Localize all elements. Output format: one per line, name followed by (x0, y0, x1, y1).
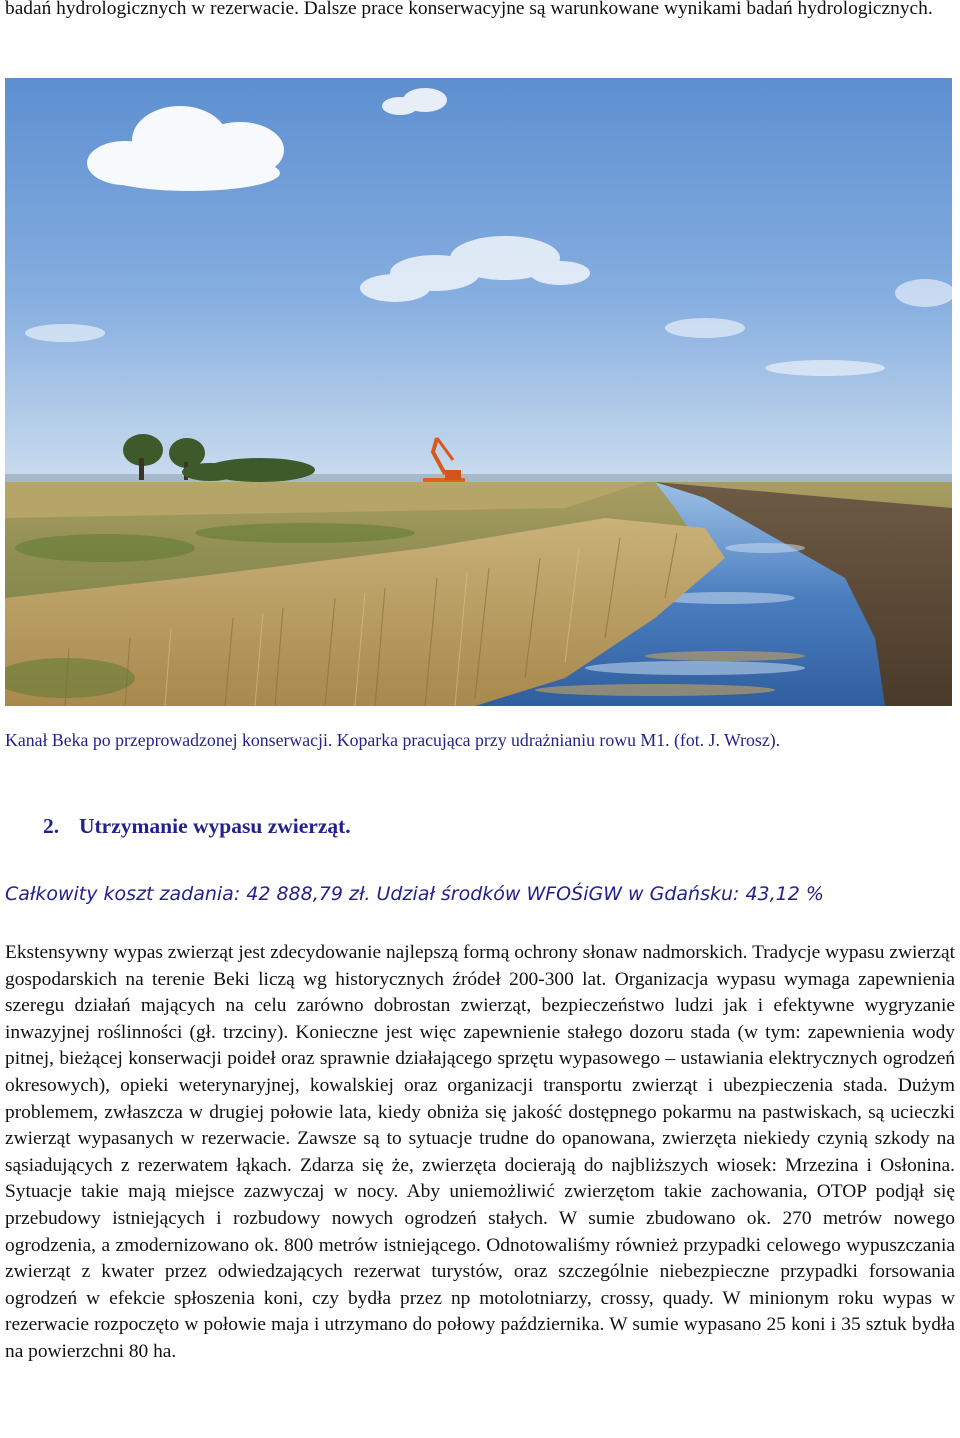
section-heading (43, 812, 351, 840)
landscape-photo (5, 78, 952, 706)
section-title: Utrzymanie wypasu zwierząt. (79, 814, 351, 838)
body-paragraph (5, 940, 955, 1366)
section-number: 2. (43, 814, 60, 838)
body-text: Ekstensywny wypas zwierząt jest zdecydowanie najlepszą formą ochrony słonaw nadmorskich. Tradycje wypasu zwierząt gospodarskich na terenie Beki liczą wg historycznych źródeł 200-300 lat. Organizacja wypasu wymaga zapewnienia szeregu działań mających na celu zarówno dobrostan zwierząt, bezpieczeństwo ludzi jak i efektywne wygryzanie inwazyjnej roślinności (gł. trzciny). Konieczne jest więc zapewnienie stałego dozoru stada (w tym: zapewnienia wody pitnej, bieżącej konserwacji poideł oraz sprawnie działającego sprzętu wypasowego – ustawiania elektrycznych ogrodzeń okresowych), opieki weterynaryjnej, kowalskiej oraz organizacji transportu zwierząt i ubezpieczenia stada. Dużym problemem, zwłaszcza w drugiej połowie lata, kiedy obniża się jakość dostępnego pokarmu na pastwiskach, są ucieczki zwierząt wypasanych w rezerwacie. Zawsze są to sytuacje trudne do opanowana, zwierzęta niekiedy czynią szkody na sąsiadujących z rezerwatem łąkach. Zdarza się że, zwierzęta docierają do najbliższych wiosek: Mrzezina i Osłonina. Sytuacje takie mają miejsce zazwyczaj w nocy. Aby uniemożliwić zwierzętom takie zachowania, OTOP podjął się przebudowy istniejących i rozbudowy nowych ogrodzeń stałych. W sumie zbudowano ok. 270 metrów nowego ogrodzenia, a zmodernizowano ok. 800 metrów istniejącego. Odnotowaliśmy również przypadki celowego wypuszczania zwierząt z kwater przez odwiedzających rezerwat turystów, oraz szczególnie niebezpieczne przypadki forsowania ogrodzeń w efekcie spłoszenia koni, czy bydła przez np motolotniarzy, crossy, quady. W minionym roku wypas w rezerwacie rozpoczęto w połowie maja i utrzymano do połowy października. W sumie wypasano 25 koni i 35 sztuk bydła na powierzchni 80 ha. (5, 942, 955, 1362)
cost-summary: Całkowity koszt zadania: 42 888,79 zł. Udział środków WFOŚiGW w Gdańsku: 43,12 % (5, 883, 824, 905)
photo-caption: Kanał Beka po przeprowadzonej konserwacji. Koparka pracująca przy udrażnianiu rowu M1. (fot. J. Wrosz). (5, 730, 781, 750)
landscape-photo-icon (5, 78, 952, 706)
intro-paragraph: badań hydrologicznych w rezerwacie. Dalsze prace konserwacyjne są warunkowane wynikami badań hydrologicznych. (5, 0, 933, 19)
